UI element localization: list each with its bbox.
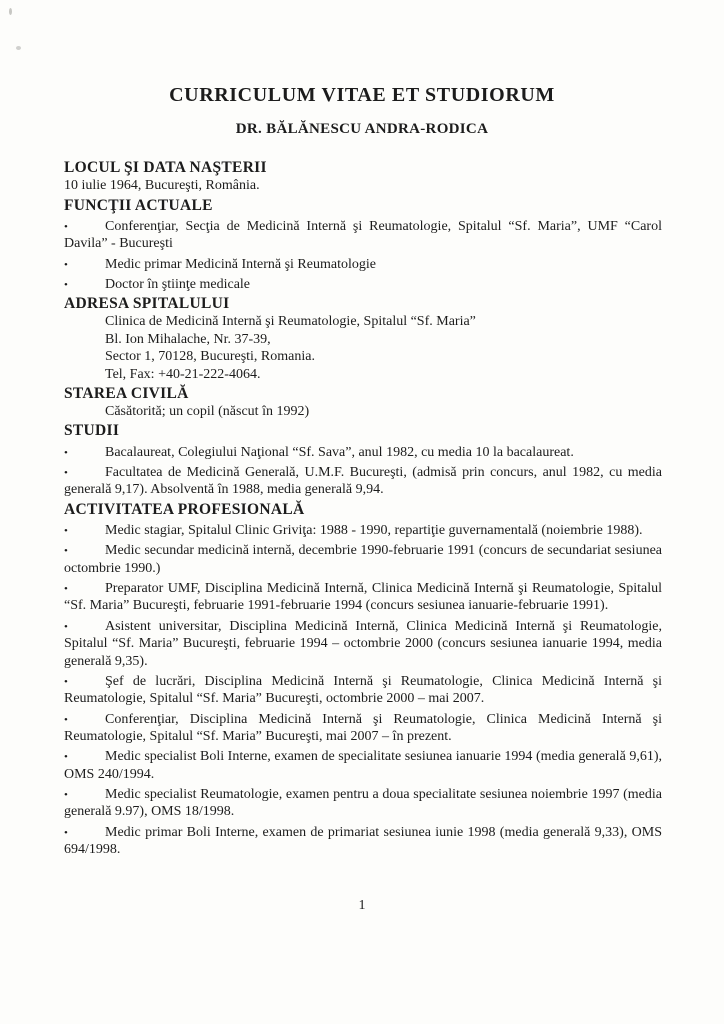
scan-artifact xyxy=(9,8,12,15)
bullet-item xyxy=(64,786,662,821)
bullet-icon: • xyxy=(64,524,68,537)
paragraph: Clinica de Medicină Internă şi Reumatologie, Spitalul “Sf. Maria” xyxy=(105,314,476,330)
bullet-item xyxy=(64,464,662,499)
bullet-text: Asistent universitar, Disciplina Medicină Internă, Clinica Medicină Internă şi Reumatologie, Spitalul “Sf. Maria” Bucureşti, februarie 1994 – octombrie 2000 (concurs sesiunea ianuarie 1994, media generală 9,35). xyxy=(64,618,662,669)
bullet-text: Preparator UMF, Disciplina Medicină Internă, Clinica Medicină Internă şi Reumatologie, Spitalul “Sf. Maria” Bucureşti, februarie 1991-februarie 1994 (concurs sesiunea ianuarie-februarie 1991). xyxy=(64,581,662,614)
paragraph: Sector 1, 70128, Bucureşti, Romania. xyxy=(105,349,315,365)
bullet-text: Şef de lucrări, Disciplina Medicină Internă şi Reumatologie, Clinica Medicină Internă şi Reumatologie, Spitalul “Sf. Maria” Bucureşti, octombrie 2000 – mai 2007. xyxy=(64,673,662,707)
bullet-item xyxy=(64,824,662,859)
bullet-item xyxy=(64,748,662,783)
bullet-text: Bacalaureat, Colegiului Naţional “Sf. Sava”, anul 1982, cu media 10 la bacalaureat. xyxy=(105,444,574,460)
bullet-text: Medic specialist Boli Interne, examen de specialitate sesiunea ianuarie 1994 (media generală 9,61), OMS 240/1994. xyxy=(64,749,662,782)
bullet-item xyxy=(64,711,662,746)
document-title: CURRICULUM VITAE ET STUDIORUM xyxy=(169,84,555,106)
bullet-icon: • xyxy=(64,258,68,271)
bullet-item xyxy=(64,673,662,708)
document-subtitle: DR. BĂLĂNESCU ANDRA-RODICA xyxy=(235,121,489,137)
bullet-text: Medic primar Medicină Internă şi Reumatologie xyxy=(105,256,376,272)
bullet-text: Doctor în ştiinţe medicale xyxy=(105,276,251,292)
page-number: 1 xyxy=(358,898,366,913)
paragraph: 10 iulie 1964, Bucureşti, România. xyxy=(64,178,260,194)
bullet-item xyxy=(64,542,662,577)
bullet-item xyxy=(64,276,662,293)
bullet-text: Conferenţiar, Disciplina Medicină Internă şi Reumatologie, Clinica Medicină Internă şi Reumatologie, Spitalul “Sf. Maria” Bucureşti, mai 2007 – în prezent. xyxy=(64,711,662,744)
bullet-item xyxy=(64,256,662,273)
bullet-item xyxy=(64,618,662,670)
bullet-item xyxy=(64,444,662,461)
paragraph: Tel, Fax: +40-21-222-4064. xyxy=(105,366,261,382)
bullet-icon: • xyxy=(64,789,68,802)
bullet-icon: • xyxy=(64,545,68,558)
bullet-icon: • xyxy=(64,675,68,688)
bullet-text: Medic stagiar, Spitalul Clinic Griviţa: 1988 - 1990, repartiţie guvernamentală (noiembrie 1988). xyxy=(105,522,643,538)
bullet-text: Facultatea de Medicină Generală, U.M.F. Bucureşti, (admisă prin concurs, anul 1982, cu media generală 9,17). Absolventă în 1988, media generală 9,94. xyxy=(64,465,662,498)
section-heading: LOCUL ŞI DATA NAŞTERII xyxy=(64,159,267,176)
bullet-item xyxy=(64,218,662,253)
bullet-icon: • xyxy=(64,583,68,596)
section-heading: STUDII xyxy=(64,422,120,440)
bullet-text: Medic primar Boli Interne, examen de primariat sesiunea iunie 1998 (media generală 9,33), OMS 694/1998. xyxy=(64,824,662,858)
bullet-item xyxy=(64,522,662,539)
bullet-text: Medic secundar medicină internă, decembrie 1990-februarie 1991 (concurs de secundariat sesiunea octombrie 1990.) xyxy=(64,543,662,576)
bullet-icon: • xyxy=(64,713,68,726)
bullet-icon: • xyxy=(64,220,68,233)
document-body xyxy=(64,158,662,858)
bullet-text: Medic specialist Reumatologie, examen pentru a doua specialitate sesiunea noiembrie 1997 (media generală 9.97), OMS 18/1998. xyxy=(64,787,662,820)
paragraph: Bl. Ion Mihalache, Nr. 37-39, xyxy=(105,331,271,347)
section-heading: STAREA CIVILĂ xyxy=(64,384,189,402)
section-heading: ADRESA SPITALULUI xyxy=(64,295,230,313)
bullet-icon: • xyxy=(64,446,68,459)
section-heading: FUNCŢII ACTUALE xyxy=(64,196,213,214)
bullet-icon: • xyxy=(64,751,68,764)
bullet-icon: • xyxy=(64,467,68,480)
bullet-icon: • xyxy=(64,278,68,291)
paragraph: Căsătorită; un copil (născut în 1992) xyxy=(105,404,310,420)
bullet-text: Conferenţiar, Secţia de Medicină Internă şi Reumatologie, Spitalul “Sf. Maria”, UMF “Carol Davila” - Bucureşti xyxy=(64,218,662,252)
bullet-icon: • xyxy=(64,826,68,839)
section-heading: ACTIVITATEA PROFESIONALĂ xyxy=(64,500,305,518)
bullet-icon: • xyxy=(64,620,68,633)
bullet-item xyxy=(64,580,662,615)
scan-artifact xyxy=(16,46,21,50)
